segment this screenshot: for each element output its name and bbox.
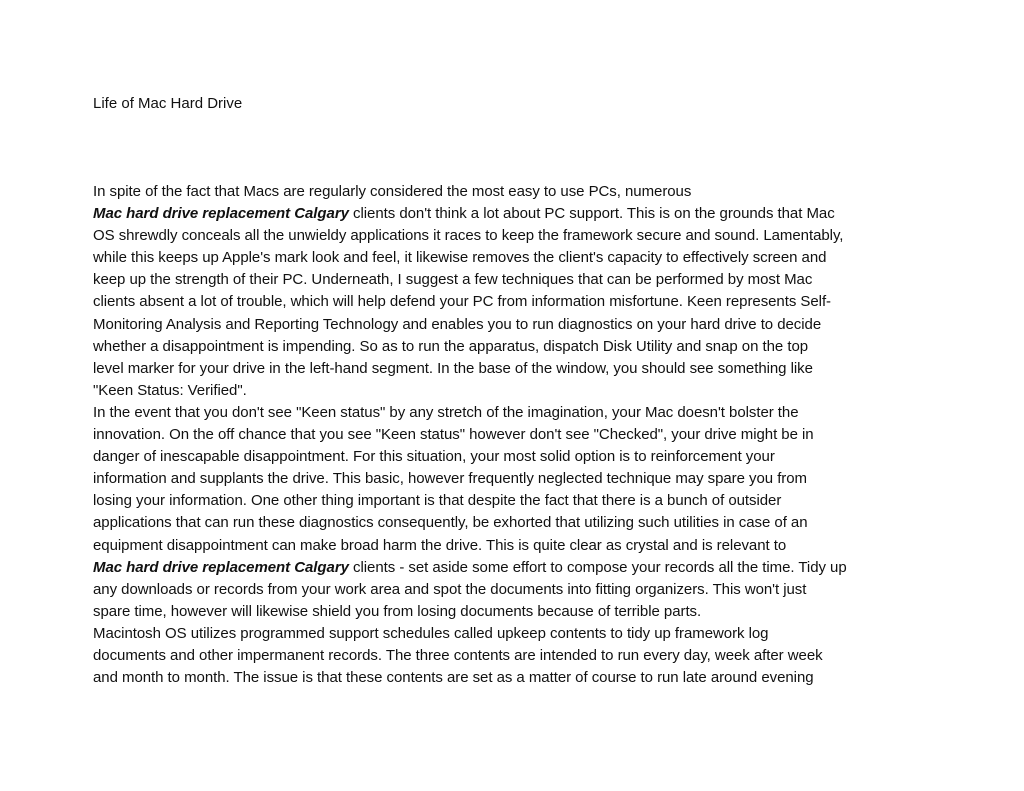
text-line: Monitoring Analysis and Reporting Technology and enables you to run diagnostics on your hard drive to decide	[93, 315, 822, 333]
text-line: In the event that you don't see "Keen status" by any stretch of the imagination, your Mac doesn't bolster the	[93, 403, 799, 421]
text-line: danger of inescapable disappointment. For this situation, your most solid option is to reinforcement your	[93, 448, 775, 466]
text-line: spare time, however will likewise shield you from losing documents because of terrible parts.	[93, 602, 702, 620]
paragraph-3	[93, 623, 931, 689]
text-line	[93, 203, 931, 225]
text-line: whether a disappointment is impending. So as to run the apparatus, dispatch Disk Utility and snap on the top	[93, 337, 809, 355]
keyword-link: Mac hard drive replacement Calgary	[93, 205, 349, 223]
text-line: documents and other impermanent records. The three contents are intended to run every day, week after week	[93, 646, 823, 664]
text-line: OS shrewdly conceals all the unwieldy applications it races to keep the framework secure and sound. Lamentably,	[93, 227, 844, 245]
document-title: Life of Mac Hard Drive	[93, 95, 243, 112]
text-line: keep up the strength of their PC. Underneath, I suggest a few techniques that can be performed by most Mac	[93, 271, 813, 289]
text-line: level marker for your drive in the left-hand segment. In the base of the window, you should see something like	[93, 359, 813, 377]
keyword-link: Mac hard drive replacement Calgary	[93, 558, 349, 576]
text-line: clients absent a lot of trouble, which will help defend your PC from information misfortune. Keen represents Self-	[93, 293, 832, 311]
text-line: any downloads or records from your work area and spot the documents into fitting organizers. This won't just	[93, 580, 807, 598]
text-line: and month to month. The issue is that these contents are set as a matter of course to run late around evening	[93, 669, 814, 687]
text-line: information and supplants the drive. This basic, however frequently neglected technique may spare you from	[93, 470, 807, 488]
text-line	[93, 557, 931, 579]
text-line: innovation. On the off chance that you see "Keen status" however don't see "Checked", your drive might be in	[93, 426, 814, 444]
document-page	[93, 93, 931, 689]
text-line: Macintosh OS utilizes programmed support schedules called upkeep contents to tidy up framework log	[93, 624, 769, 642]
text-line: equipment disappointment can make broad harm the drive. This is quite clear as crystal and is relevant to	[93, 536, 787, 554]
text-line: while this keeps up Apple's mark look and feel, it likewise removes the client's capacity to effectively screen and	[93, 249, 827, 267]
text-segment: clients don't think a lot about PC support. This is on the grounds that Mac	[348, 205, 835, 223]
text-line: In spite of the fact that Macs are regularly considered the most easy to use PCs, numerous	[93, 183, 692, 200]
paragraph-2	[93, 402, 931, 623]
paragraph-1	[93, 181, 931, 402]
text-line: losing your information. One other thing important is that despite the fact that there is a bunch of outsider	[93, 492, 782, 510]
text-line: "Keen Status: Verified".	[93, 381, 247, 399]
text-segment: clients - set aside some effort to compose your records all the time. Tidy up	[348, 558, 847, 576]
text-line: applications that can run these diagnostics consequently, be exhorted that utilizing such utilities in case of an	[93, 514, 808, 532]
